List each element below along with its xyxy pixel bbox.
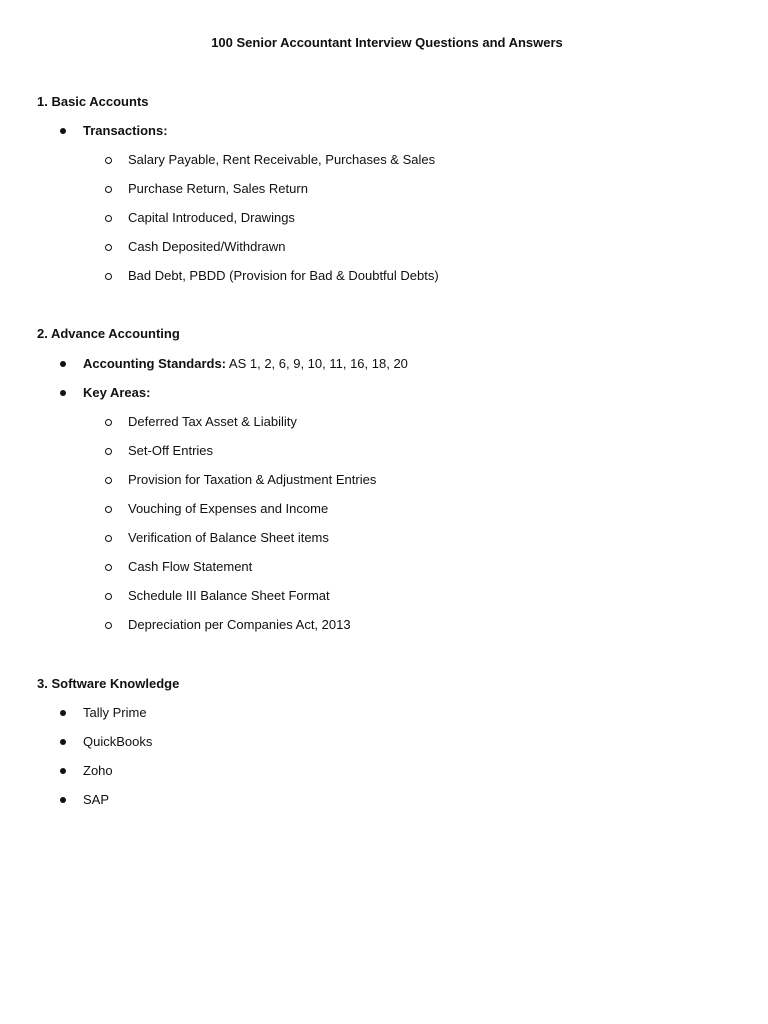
circle-bullet-icon [105,477,112,484]
circle-bullet-icon [105,448,112,455]
section-heading-advance-accounting: 2. Advance Accounting [37,326,180,341]
list-subitem: Cash Deposited/Withdrawn [128,239,286,254]
list-subitem: Salary Payable, Rent Receivable, Purchases & Sales [128,152,436,167]
list-subitem: Cash Flow Statement [128,559,253,574]
circle-bullet-icon [105,419,112,426]
document-title: 100 Senior Accountant Interview Questions and Answers [211,35,563,50]
list-item-label: Key Areas: [83,385,151,400]
circle-bullet-icon [105,622,112,629]
bullet-icon [60,710,66,716]
list-subitem: Purchase Return, Sales Return [128,181,308,196]
list-subitem: Verification of Balance Sheet items [128,530,329,545]
list-subitem: Vouching of Expenses and Income [128,501,329,516]
list-item: Tally Prime [83,705,147,720]
bullet-icon [60,128,66,134]
list-item-label: Transactions: [83,123,168,138]
list-item-value: AS 1, 2, 6, 9, 10, 11, 16, 18, 20 [226,356,408,371]
list-subitem: Schedule III Balance Sheet Format [128,588,330,603]
list-item: QuickBooks [83,734,153,749]
section-heading-basic-accounts: 1. Basic Accounts [37,94,149,109]
list-subitem: Provision for Taxation & Adjustment Entries [128,472,377,487]
list-item: Zoho [83,763,113,778]
list-item: SAP [83,792,110,807]
list-subitem: Depreciation per Companies Act, 2013 [128,617,351,632]
circle-bullet-icon [105,564,112,571]
list-subitem: Bad Debt, PBDD (Provision for Bad & Doubtful Debts) [128,268,439,283]
section-heading-software-knowledge: 3. Software Knowledge [37,676,180,691]
bullet-icon [60,768,66,774]
circle-bullet-icon [105,244,112,251]
circle-bullet-icon [105,593,112,600]
circle-bullet-icon [105,506,112,513]
circle-bullet-icon [105,157,112,164]
bullet-icon [60,739,66,745]
circle-bullet-icon [105,535,112,542]
bullet-icon [60,361,66,367]
list-subitem: Capital Introduced, Drawings [128,210,295,225]
bullet-icon [60,390,66,396]
list-subitem: Set-Off Entries [128,443,214,458]
circle-bullet-icon [105,215,112,222]
list-item-label: Accounting Standards: [83,356,227,371]
circle-bullet-icon [105,273,112,280]
circle-bullet-icon [105,186,112,193]
list-subitem: Deferred Tax Asset & Liability [128,414,297,429]
bullet-icon [60,797,66,803]
list-item [83,356,408,372]
